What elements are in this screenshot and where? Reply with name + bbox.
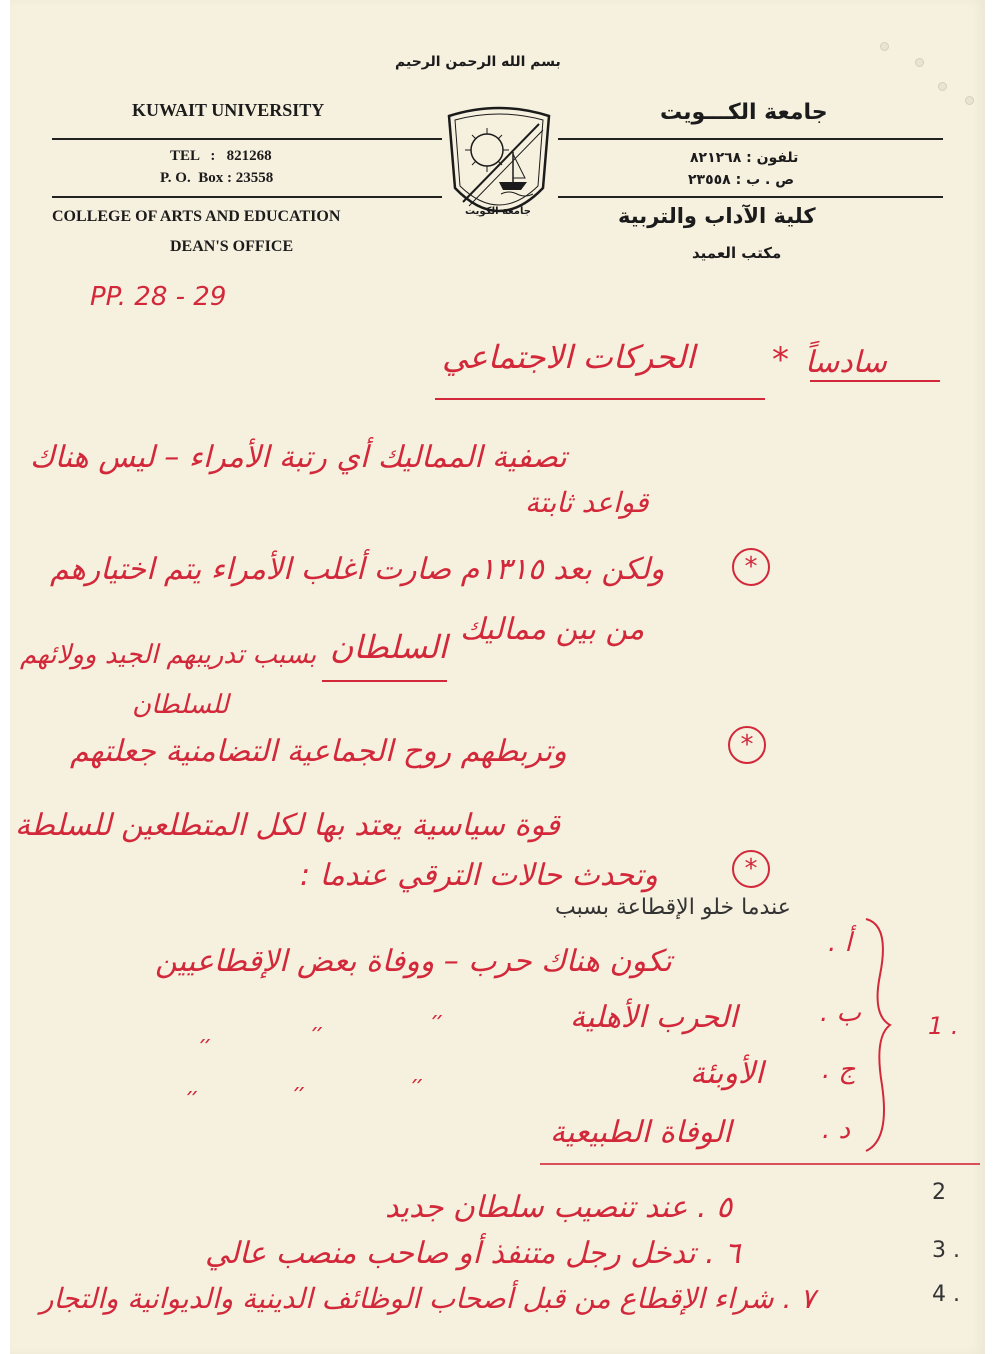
punch-hole [938, 82, 947, 91]
ditto-mark: ״ [430, 1008, 445, 1033]
emblem-caption: جامعة الكويت [465, 206, 531, 217]
basmala: بسم الله الرحمن الرحيم [395, 54, 561, 70]
office-name-en: DEAN'S OFFICE [170, 238, 294, 255]
letter-sheet [10, 0, 985, 1354]
note-line-10: عندما خلو الإقطاعة بسبب [555, 895, 791, 920]
item-group-brace [860, 915, 900, 1155]
pobox-ar: ص . ب : ٢٣٥٥٨ [688, 172, 795, 188]
bullet-star-circled: * [732, 850, 770, 888]
note-line-6: للسلطان [132, 690, 229, 720]
item-b: الحرب الأهلية [570, 1000, 738, 1035]
header-rule-right [558, 138, 943, 140]
item-c: الأوبئة [690, 1056, 764, 1091]
item-6: ٦ . تدخل رجل متنفذ أو صاحب منصب عالي [205, 1236, 741, 1271]
office-name-ar: مكتب العميد [692, 244, 782, 262]
bullet-star-circled: * [732, 548, 770, 586]
item-d: الوفاة الطبيعية [550, 1115, 732, 1150]
note-line-7: وتربطهم روح الجماعية التضامنية جعلتهم [70, 734, 567, 769]
note-line-2: قواعد ثابتة [525, 486, 649, 519]
heading-side-underline [810, 380, 940, 382]
note-line-1: تصفية المماليك أي رتبة الأمراء – ليس هناك [30, 440, 567, 475]
list-number-2: 2 [932, 1180, 946, 1205]
list-number-4: 4 . [932, 1282, 960, 1307]
item-7: ٧ . شراء الإقطاع من قبل أصحاب الوظائف الدينية والديوانية والتجار [40, 1282, 816, 1315]
heading-main: الحركات الاجتماعي [442, 338, 695, 376]
pobox-en: P. O. Box : 23558 [160, 170, 274, 186]
ditto-mark: ״ [185, 1084, 200, 1109]
note-line-4b: السلطان [330, 628, 448, 666]
punch-hole [915, 58, 924, 67]
note-line-9: وتحدث حالات الترقي عندما : [300, 858, 658, 893]
note-line-8: قوة سياسية يعتد بها لكل المتطلعين للسلطة [15, 808, 560, 843]
item-a: تكون هناك حرب – ووفاة بعض الإقطاعيين [155, 944, 672, 979]
punch-hole [965, 96, 974, 105]
note-line-4a: من بين مماليك [460, 612, 645, 647]
sultan-underline [322, 680, 447, 682]
punch-hole [880, 42, 889, 51]
note-line-5: بسبب تدريبهم الجيد وولائهم [20, 640, 317, 670]
tel-en: TEL : 821268 [170, 148, 272, 164]
group-number-1: 1 . [928, 1012, 959, 1040]
college-name-ar: كلية الآداب والتربية [618, 204, 816, 228]
ditto-mark: ״ [310, 1020, 325, 1045]
header-rule-left-2 [52, 196, 442, 198]
tel-ar: تلفون : ٨٢١٢٦٨ [690, 150, 799, 166]
item-5: ٥ . عند تنصيب سلطان جديد [385, 1190, 733, 1225]
item-b-label: ب . [820, 998, 862, 1028]
page-reference: PP. 28 - 29 [90, 282, 227, 312]
university-name-en: KUWAIT UNIVERSITY [132, 100, 325, 120]
college-name-en: COLLEGE OF ARTS AND EDUCATION [52, 208, 341, 225]
item-c-label: ج . [822, 1055, 856, 1085]
header-rule-right-2 [558, 196, 943, 198]
ditto-mark: ״ [198, 1032, 213, 1057]
heading-star: * [772, 340, 789, 380]
section-divider [540, 1163, 980, 1165]
heading-side-label: سادساً [805, 345, 887, 380]
item-a-label: أ . [828, 928, 852, 958]
ditto-mark: ״ [292, 1080, 307, 1105]
bullet-star-circled: * [728, 726, 766, 764]
ditto-mark: ״ [410, 1072, 425, 1097]
note-line-3: ولكن بعد ١٣١٥م صارت أغلب الأمراء يتم اختيارهم [50, 552, 665, 587]
header-rule-left [52, 138, 442, 140]
item-d-label: د . [822, 1115, 851, 1145]
university-name-ar: جامعة الكـــويت [660, 100, 828, 125]
list-number-3: 3 . [932, 1238, 960, 1263]
heading-underline [435, 398, 765, 400]
